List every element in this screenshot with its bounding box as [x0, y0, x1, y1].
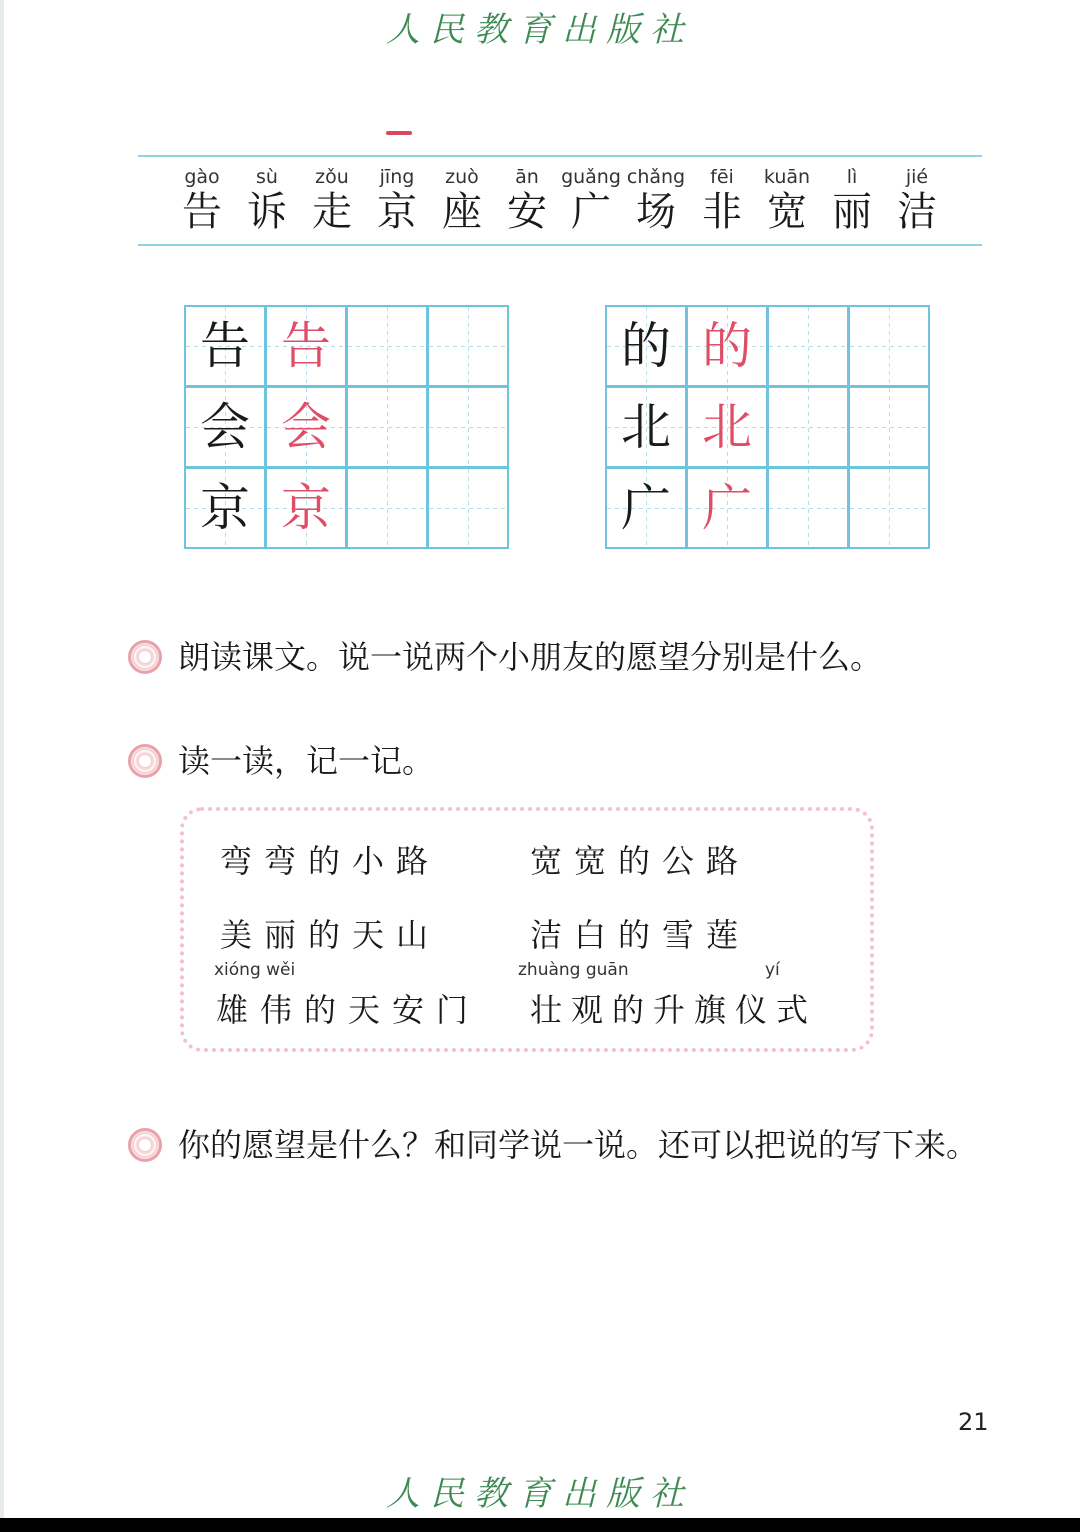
grid-cell-filled	[686, 386, 768, 468]
vocab-hanzi: 告	[182, 189, 222, 235]
grid-cell-filled	[265, 305, 347, 387]
grid-cell-blank	[848, 386, 930, 468]
task-text: 你的愿望是什么？和同学说一说。还可以把说的写下来。	[178, 1126, 979, 1164]
vocab-pinyin: zuò	[445, 166, 479, 188]
vocab-hanzi: 安	[507, 189, 547, 235]
vocab-pinyin: chǎng	[626, 166, 686, 188]
grid-cell-filled	[605, 467, 687, 549]
vocab-pinyin: zǒu	[315, 166, 349, 188]
writing-grid-right	[605, 305, 932, 551]
grid-cell-blank	[346, 305, 428, 387]
vocab-rule-top	[138, 155, 982, 157]
vocab-hanzi: 丽	[832, 189, 872, 235]
vocab-pinyin: guǎng	[561, 166, 621, 188]
grid-cell-filled	[686, 305, 768, 387]
grid-cell-filled	[184, 386, 266, 468]
publisher-footer: 人民教育出版社	[386, 1474, 694, 1514]
vocab-hanzi: 走	[312, 189, 352, 235]
trace-character: 的	[702, 317, 752, 375]
phrase-left-3: 雄伟的天安门	[216, 991, 481, 1029]
phrase-right-1: 宽宽的公路	[530, 842, 751, 880]
vocab-hanzi: 宽	[767, 189, 807, 235]
grid-cell-blank	[767, 305, 849, 387]
pinyin-zhuangguan: zhuàng guān	[518, 960, 629, 980]
grid-cell-filled	[184, 467, 266, 549]
vocab-pinyin: fēi	[710, 166, 734, 188]
vocab-pinyin: jīng	[379, 166, 415, 188]
trace-character: 京	[281, 479, 331, 537]
vocab-pinyin: ān	[515, 166, 539, 188]
vocab-hanzi: 京	[377, 189, 417, 235]
grid-cell-blank	[346, 467, 428, 549]
vocab-hanzi: 场	[636, 189, 676, 235]
grid-cell-blank	[346, 386, 428, 468]
grid-cell-filled	[265, 467, 347, 549]
model-character: 京	[200, 479, 250, 537]
grid-cell-filled	[265, 386, 347, 468]
grid-cell-filled	[605, 386, 687, 468]
grid-cell-blank	[767, 386, 849, 468]
trace-character: 告	[281, 317, 331, 375]
trace-character: 会	[281, 398, 331, 456]
pinyin-xiongwei: xióng wěi	[214, 960, 296, 980]
task-bullet-icon	[128, 640, 162, 674]
phrase-left-1: 弯弯的小路	[220, 842, 441, 880]
writing-grid-left	[184, 305, 511, 551]
grid-cell-blank	[848, 305, 930, 387]
vocab-pinyin: jié	[905, 166, 929, 188]
model-character: 的	[621, 317, 671, 375]
vocab-pinyin: sù	[256, 166, 278, 188]
vocab-pinyin: lì	[846, 166, 858, 188]
model-character: 广	[621, 479, 671, 537]
page-number: 21	[958, 1408, 989, 1436]
task-bullet-icon	[128, 744, 162, 778]
model-character: 会	[200, 398, 250, 456]
task-bullet-icon	[128, 1128, 162, 1162]
model-character: 北	[621, 398, 671, 456]
phrase-left-2: 美丽的天山	[220, 916, 441, 954]
grid-cell-blank	[427, 467, 509, 549]
lesson-mark	[386, 131, 412, 135]
vocab-hanzi: 非	[702, 189, 742, 235]
bottom-bar	[0, 1518, 1080, 1532]
grid-cell-filled	[686, 467, 768, 549]
task-text: 读一读，记一记。	[178, 742, 435, 780]
grid-cell-blank	[767, 467, 849, 549]
grid-cell-blank	[848, 467, 930, 549]
vocab-hanzi: 座	[442, 189, 482, 235]
vocab-hanzi: 广	[571, 189, 611, 235]
grid-cell-blank	[427, 386, 509, 468]
vocab-item	[872, 164, 962, 234]
page-edge	[0, 0, 4, 1518]
grid-cell-blank	[427, 305, 509, 387]
phrase-right-3: 壮观的升旗仪式	[530, 991, 818, 1029]
vocab-hanzi: 诉	[247, 189, 287, 235]
vocab-pinyin: kuān	[763, 166, 811, 188]
vocab-pinyin: gào	[184, 166, 220, 188]
vocab-hanzi: 洁	[897, 189, 937, 235]
model-character: 告	[200, 317, 250, 375]
publisher-header: 人民教育出版社	[386, 10, 694, 50]
task-text: 朗读课文。说一说两个小朋友的愿望分别是什么。	[178, 638, 883, 676]
vocab-rule-bottom	[138, 244, 982, 246]
phrase-right-2: 洁白的雪莲	[530, 916, 751, 954]
trace-character: 广	[702, 479, 752, 537]
grid-cell-filled	[605, 305, 687, 387]
trace-character: 北	[702, 398, 752, 456]
grid-cell-filled	[184, 305, 266, 387]
pinyin-yi: yí	[765, 960, 780, 980]
